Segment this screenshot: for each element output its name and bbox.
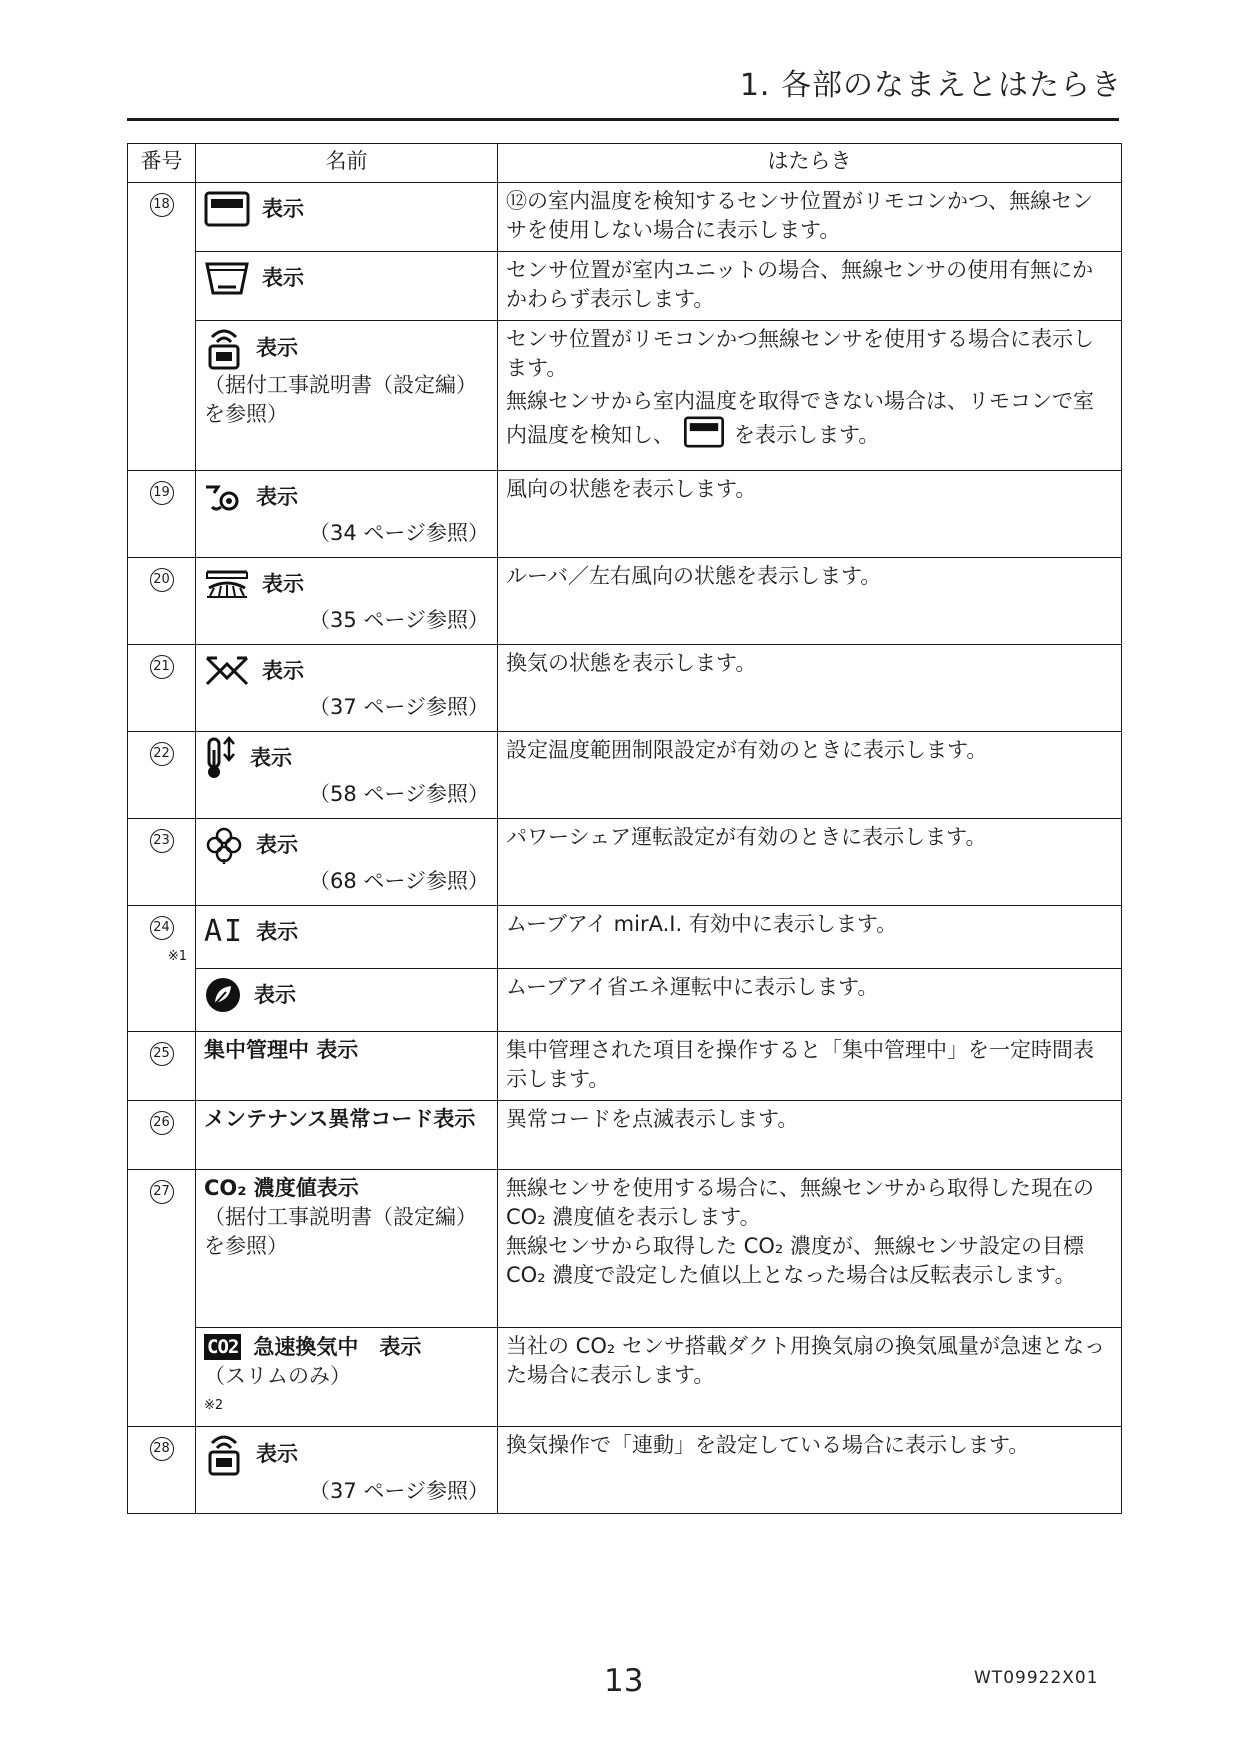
page-reference: （37 ページ参照） — [309, 1479, 489, 1503]
row-number: 19 — [128, 471, 196, 558]
table-row — [128, 1170, 1122, 1328]
page-reference: （58 ページ参照） — [309, 782, 489, 806]
desc-line: 無線センサを使用する場合に、無線センサから取得した現在の CO₂ 濃度値を表示します。 — [506, 1176, 1094, 1229]
name-cell — [196, 471, 498, 558]
wireless-link-icon — [204, 1431, 244, 1477]
name-cell — [196, 183, 498, 252]
row-number: 21 — [128, 645, 196, 732]
row-number: 22 — [128, 732, 196, 819]
display-label: CO₂ 濃度値表示 — [204, 1176, 359, 1200]
row-number: 25 — [128, 1032, 196, 1101]
header-name: 名前 — [196, 144, 498, 183]
table-row — [128, 906, 1122, 969]
name-cell — [196, 645, 498, 732]
ai-icon: AI — [204, 914, 245, 949]
display-label: メンテナンス異常コード表示 — [204, 1107, 476, 1131]
table-row — [128, 969, 1122, 1032]
desc-line: センサ位置がリモコンかつ無線センサを使用する場合に表示します。 — [506, 327, 1094, 380]
function-desc: センサ位置が室内ユニットの場合、無線センサの使用有無にかかわらず表示します。 — [498, 252, 1122, 321]
footnote-mark: ※1 — [167, 948, 187, 964]
name-cell — [196, 1427, 498, 1514]
row-number: 28 — [128, 1427, 196, 1514]
table-row — [128, 732, 1122, 819]
function-desc — [498, 321, 1122, 471]
row-number: 26 — [128, 1101, 196, 1170]
display-label: 表示 — [256, 1441, 298, 1466]
page-reference: （68 ページ参照） — [309, 869, 489, 893]
name-cell — [196, 906, 498, 969]
name-cell — [196, 1032, 498, 1101]
power-share-icon — [204, 825, 244, 865]
name-cell — [196, 1101, 498, 1170]
name-cell — [196, 252, 498, 321]
name-cell — [196, 1328, 498, 1427]
temperature-limit-icon — [204, 736, 238, 780]
display-label: 急速換気中 表示 — [253, 1334, 422, 1359]
header-number: 番号 — [128, 144, 196, 183]
row-number: 24 ※1 — [128, 906, 196, 1032]
louver-icon — [204, 568, 250, 600]
model-note: （スリムのみ） — [204, 1364, 351, 1388]
display-label: 表示 — [256, 484, 298, 509]
setup-note: （据付工事説明書（設定編）を参照） — [204, 1205, 477, 1258]
table-row — [128, 1427, 1122, 1514]
function-desc: 異常コードを点滅表示します。 — [498, 1101, 1122, 1170]
table-row — [128, 645, 1122, 732]
table-row — [128, 1101, 1122, 1170]
row-number: 27 — [128, 1170, 196, 1427]
function-desc: 風向の状態を表示します。 — [498, 471, 1122, 558]
display-label: 表示 — [262, 196, 304, 221]
display-label: 集中管理中 表示 — [204, 1038, 359, 1062]
row-number: 18 — [128, 183, 196, 471]
indoor-unit-sensor-icon — [204, 260, 250, 296]
name-cell — [196, 732, 498, 819]
remote-sensor-icon — [204, 191, 250, 227]
function-desc — [498, 1170, 1122, 1328]
setup-note: （据付工事説明書（設定編）を参照） — [204, 373, 477, 426]
row-number: 20 — [128, 558, 196, 645]
display-label: 表示 — [256, 832, 298, 857]
co2-badge-icon: CO2 — [204, 1334, 241, 1360]
function-desc: 設定温度範囲制限設定が有効のときに表示します。 — [498, 732, 1122, 819]
display-label: 表示 — [250, 745, 292, 770]
eco-leaf-icon — [204, 976, 242, 1014]
table-row — [128, 252, 1122, 321]
doc-code: WT09922X01 — [974, 1668, 1099, 1688]
function-desc: 集中管理された項目を操作すると「集中管理中」を一定時間表示します。 — [498, 1032, 1122, 1101]
table-row — [128, 471, 1122, 558]
row-number: 23 — [128, 819, 196, 906]
title-rule — [127, 118, 1119, 121]
function-desc: 当社の CO₂ センサ搭載ダクト用換気扇の換気風量が急速となった場合に表示します。 — [498, 1328, 1122, 1427]
table-row — [128, 1032, 1122, 1101]
function-desc: パワーシェア運転設定が有効のときに表示します。 — [498, 819, 1122, 906]
function-desc: 換気の状態を表示します。 — [498, 645, 1122, 732]
function-desc: ルーバ／左右風向の状態を表示します。 — [498, 558, 1122, 645]
page-number: 13 — [604, 1663, 644, 1699]
table-row — [128, 819, 1122, 906]
function-table — [127, 143, 1122, 1514]
airflow-direction-icon — [204, 481, 244, 513]
wireless-sensor-icon — [204, 325, 244, 371]
name-cell — [196, 819, 498, 906]
header-function: はたらき — [498, 144, 1122, 183]
display-label: 表示 — [256, 919, 299, 944]
page-reference: （35 ページ参照） — [309, 608, 489, 632]
desc-line: 無線センサから取得した CO₂ 濃度が、無線センサ設定の目標 CO₂ 濃度で設定した値以上となった場合は反転表示します。 — [506, 1234, 1084, 1287]
desc-line: を表示します。 — [734, 423, 880, 447]
display-label: 表示 — [256, 335, 298, 360]
display-label: 表示 — [262, 265, 304, 290]
name-cell — [196, 1170, 498, 1328]
ventilation-icon — [204, 654, 250, 688]
section-title: 1. 各部のなまえとはたらき — [739, 68, 1122, 103]
page-reference: （34 ページ参照） — [309, 521, 489, 545]
table-row — [128, 1328, 1122, 1427]
display-label: 表示 — [254, 982, 296, 1007]
function-desc: ムーブアイ省エネ運転中に表示します。 — [498, 969, 1122, 1032]
name-cell — [196, 321, 498, 471]
name-cell — [196, 969, 498, 1032]
function-desc: 換気操作で「連動」を設定している場合に表示します。 — [498, 1427, 1122, 1514]
name-cell — [196, 558, 498, 645]
table-row — [128, 321, 1122, 471]
function-desc: ムーブアイ mirA.I. 有効中に表示します。 — [498, 906, 1122, 969]
display-label: 表示 — [262, 658, 304, 683]
desc-line: 無線センサから室内温度を取得できない場合は、リモコンで室内温度を検知し、 — [506, 389, 1094, 447]
table-row — [128, 558, 1122, 645]
table-row — [128, 183, 1122, 252]
display-label: 表示 — [262, 571, 304, 596]
page-reference: （37 ページ参照） — [309, 695, 489, 719]
footnote-mark: ※2 — [204, 1398, 224, 1413]
table-header-row — [128, 144, 1122, 183]
remote-sensor-icon — [682, 416, 726, 456]
function-desc: ⑫の室内温度を検知するセンサ位置がリモコンかつ、無線センサを使用しない場合に表示します。 — [498, 183, 1122, 252]
